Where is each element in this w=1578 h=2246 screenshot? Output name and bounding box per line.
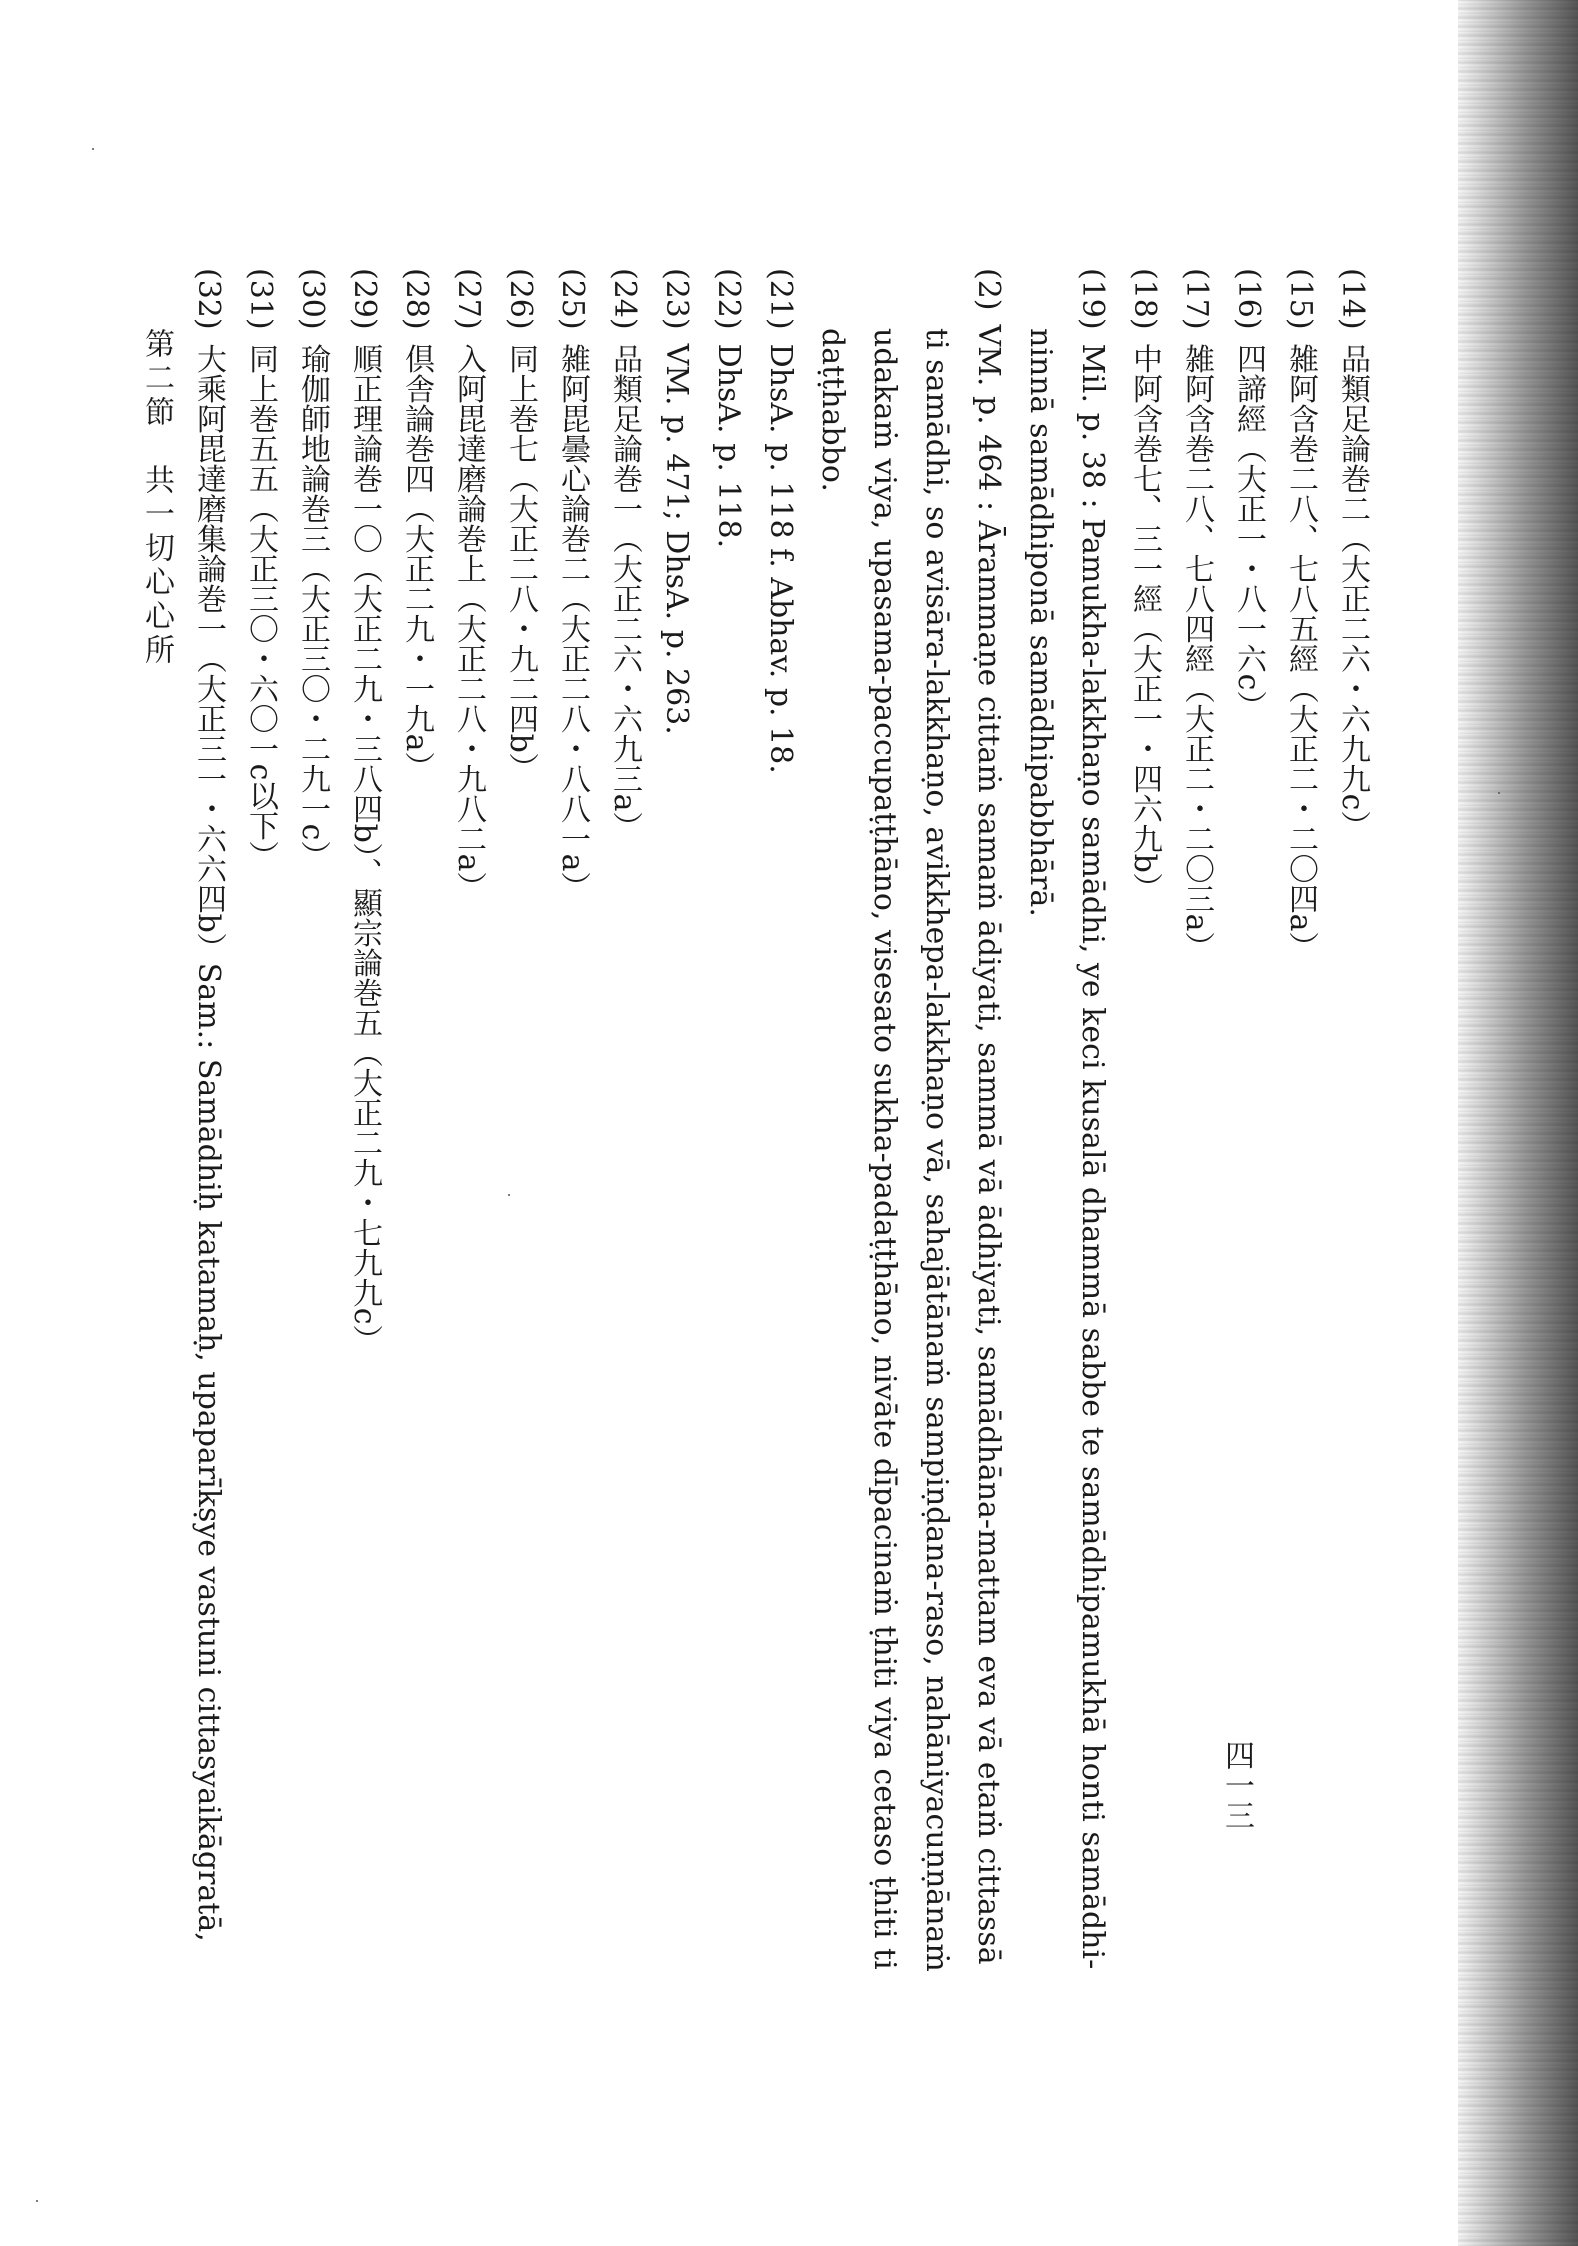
note-number: (22) bbox=[711, 268, 746, 330]
note-text: 雑阿毘曇心論巻二（大正二八・八八一a） bbox=[555, 343, 590, 902]
note-18 bbox=[1118, 268, 1170, 2128]
note-text: 大乘阿毘達磨集論巻一（大正三一・六六四b）Sam.: Samādhiḥ katamaḥ, upaparīkṣye vastuni cittasyaikāgratā, bbox=[191, 343, 226, 1942]
note-15 bbox=[1274, 268, 1326, 2128]
note-number: (27) bbox=[451, 268, 486, 330]
note-19 bbox=[1066, 268, 1118, 2128]
note-number: (14) bbox=[1335, 268, 1370, 330]
scan-speck bbox=[1498, 792, 1500, 794]
note-20-continuation: daṭṭhabbo. bbox=[815, 328, 850, 492]
note-22 bbox=[702, 268, 754, 2128]
note-text: 同上巻七（大正二八・九二四b） bbox=[503, 343, 538, 783]
scan-speck bbox=[36, 2200, 38, 2202]
note-text: 倶舎論巻四（大正二九・一九a） bbox=[399, 343, 434, 782]
note-text: DhsA. p. 118 f. Abhav. p. 18. bbox=[763, 343, 798, 774]
note-20-continuation: ti samādhi, so avisāra-lakkhaṇo, avikkhepa-lakkhaṇo vā, sahajātānaṁ sampiṇḍana-raso, nahāniyacuṇṇānaṁ bbox=[919, 328, 954, 1972]
notes-block bbox=[182, 268, 1378, 2128]
note-text: 順正理論巻一〇（大正二九・三八四b）、顯宗論巻五（大正二九・七九九c） bbox=[347, 343, 382, 1355]
scan-edge-noise bbox=[1458, 0, 1578, 2246]
note-text: 品類足論巻一（大正二六・六九三a） bbox=[607, 343, 642, 842]
note-25 bbox=[546, 268, 598, 2128]
note-text: 同上巻五五（大正三〇・六〇一c以下） bbox=[243, 343, 278, 871]
page-number: 四一三 bbox=[1219, 1740, 1254, 1830]
note-29 bbox=[338, 268, 390, 2128]
note-number: (23) bbox=[659, 268, 694, 330]
note-number: (18) bbox=[1127, 268, 1162, 330]
note-text: 雑阿含巻二八、七八五經（大正二・二〇四a） bbox=[1283, 343, 1318, 962]
note-text: DhsA. p. 118. bbox=[711, 343, 746, 549]
note-text: Mil. p. 38 : Pamukha-lakkhaṇo samādhi, ye keci kusalā dhammā sabbe te samādhipamukhā honti samādhi- bbox=[1075, 343, 1110, 1970]
note-number: (16) bbox=[1231, 268, 1266, 330]
note-number: (19) bbox=[1075, 268, 1110, 330]
note-text: VM. p. 464 : Ārammaṇe cittaṁ samaṁ ādiyati, sammā vā ādhiyati, samādhāna-mattam eva vā etaṁ cittassā bbox=[971, 324, 1006, 1965]
note-number: (2) bbox=[971, 268, 1006, 311]
note-16 bbox=[1222, 268, 1274, 2128]
note-number: (24) bbox=[607, 268, 642, 330]
note-23 bbox=[650, 268, 702, 2128]
note-28 bbox=[390, 268, 442, 2128]
note-number: (30) bbox=[295, 268, 330, 330]
note-text: 入阿毘達磨論巻上（大正二八・九八二a） bbox=[451, 343, 486, 902]
note-text: VM. p. 471; DhsA. p. 263. bbox=[659, 343, 694, 735]
note-21 bbox=[754, 268, 806, 2128]
note-number: (21) bbox=[763, 268, 798, 330]
note-17 bbox=[1170, 268, 1222, 2128]
note-number: (15) bbox=[1283, 268, 1318, 330]
note-text: 四諦經（大正一・八一六c） bbox=[1231, 343, 1266, 721]
note-number: (31) bbox=[243, 268, 278, 330]
note-number: (28) bbox=[399, 268, 434, 330]
running-footer: 第二節 共一切心心所 bbox=[139, 328, 174, 668]
note-text: 中阿含巻七、三一經（大正一・四六九b） bbox=[1127, 343, 1162, 903]
note-14 bbox=[1326, 268, 1378, 2128]
scan-speck bbox=[92, 148, 94, 150]
note-19-continuation: ninnā samādhiponā samādhipabbhārā. bbox=[1023, 328, 1058, 917]
note-number: (32) bbox=[191, 268, 226, 330]
note-number: (17) bbox=[1179, 268, 1214, 330]
note-number: (26) bbox=[503, 268, 538, 330]
note-24 bbox=[598, 268, 650, 2128]
note-text: 品類足論巻二（大正二六・六九九c） bbox=[1335, 343, 1370, 841]
note-27 bbox=[442, 268, 494, 2128]
note-text: 雑阿含巻二八、七八四經（大正二・二〇三a） bbox=[1179, 343, 1214, 962]
note-20 bbox=[962, 268, 1014, 2128]
note-20-continuation: udakaṁ viya, upasama-paccupaṭṭhāno, visesato sukha-padaṭṭhāno, nivāte dīpacinaṁ ṭhiti viya cetaso ṭhiti ti bbox=[867, 328, 902, 1970]
note-30 bbox=[286, 268, 338, 2128]
note-31 bbox=[234, 268, 286, 2128]
note-number: (25) bbox=[555, 268, 590, 330]
note-text: 瑜伽師地論巻三（大正三〇・二九一c） bbox=[295, 343, 330, 871]
note-26 bbox=[494, 268, 546, 2128]
note-32 bbox=[182, 268, 234, 2128]
note-number: (29) bbox=[347, 268, 382, 330]
